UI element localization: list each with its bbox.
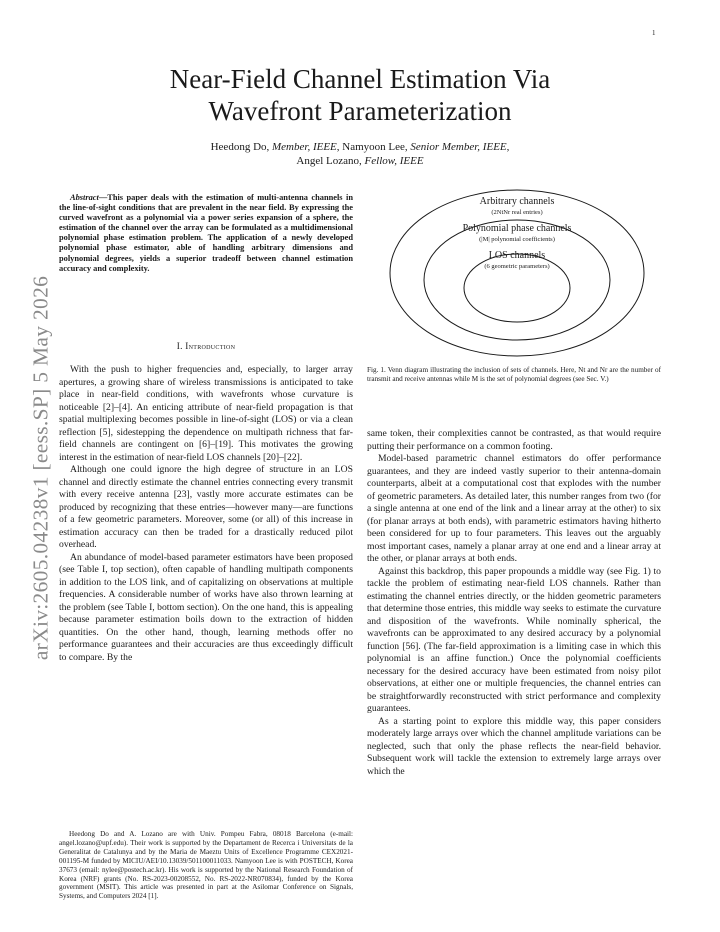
page-number: 1: [652, 29, 656, 37]
abstract-text: —This paper deals with the estimation of multi-antenna channels in the line-of-sight conditions that are prevalent in the near field. By expressing the curved wavefront as a polynomial via a power series expansion of a sphere, the estimation of the channel over the array can be formulated as a multidimensional polynomial phase estimation problem. The application of a newly developed polynomial phase estimator, able of handling arbitrary dimensions and polynomial degrees, yields a superior tradeoff between channel estimation accuracy and complexity.: [59, 193, 353, 273]
paragraph: Model-based parametric channel estimators do offer performance guarantees, and they are indeed vastly superior to their antenna-domain counterparts, albeit at a computational cost that explodes with the number of geometric parameters. As detailed later, this number ranges from two (for a single antenna at one end of the link and a linear array at the other) to six (for planar arrays at both ends), with parametric estimators having hitherto been considered for up to four parameters. This leaves out the arguably most important cases, namely a planar array at one end and a linear array at the other, or planar arrays at both ends.: [367, 453, 661, 564]
paragraph: With the push to higher frequencies and, especially, to larger array apertures, a growing share of wireless transmissions is anticipated to take place in near-field conditions, with wavefronts whose curvature is noticeable [2]–[4]. An enticing attribute of near-field propagation is that spatial multiplexing becomes possible in line-of-sight (LOS) or via a clean reflection [5], sidestepping the dependence on multipath richness that far-field channels are contingent on [6]–[19]. This motivates the growing interest in the estimation of near-field LOS channels [20]–[22].: [59, 364, 353, 463]
author-line-1: [60, 140, 660, 154]
left-column: [59, 364, 353, 664]
inner-label: LOS channels: [488, 250, 546, 261]
paragraph: Against this backdrop, this paper propounds a middle way (see Fig. 1) to tackle the problem of estimating near-field LOS channels. Rather than estimating the channel entries directly, or the hidden geometric parameters that determine those entries, this middle way seeks to estimate the curvature and disposition of the wavefronts. While nominally spherical, the wavefronts can be approximated to any desired accuracy by a polynomial function [56]. (The far-field approximation is a limiting case in which this polynomial is an affine function.) Once the polynomial coefficients necessary for the desired accuracy have been estimated from noisy pilot observations, at either one or multiple frequencies, the channel entries can be straightforwardly reconstructed with strict performance and complexity guarantees.: [367, 565, 661, 714]
author-role: Fellow, IEEE: [364, 155, 424, 167]
title-line-1: Near-Field Channel Estimation Via: [169, 64, 551, 94]
paragraph: As a starting point to explore this middle way, this paper considers moderately large arrays over which the channel amplitude variations can be neglected, such that only the phase reflects the near-field behavior. Subsequent work will tackle the extension to extremely large arrays over which the: [367, 715, 661, 777]
figure-caption: Fig. 1. Venn diagram illustrating the inclusion of sets of channels. Here, Nt and Nr are the number of transmit and receive antennas while M is the set of polynomial degrees (see Sec. V.): [367, 366, 661, 383]
inner-sublabel: (6 geometric parameters): [484, 263, 550, 270]
author-list: [60, 140, 660, 168]
paragraph: Although one could ignore the high degree of structure in an LOS channel and directly estimate the channel entries connecting every transmit with every receive antenna [23], vastly more accurate estimates can be produced by recognizing that these entries—however many—are functions of a few geometric parameters. Moreover, some (or all) of this increase in estimation accuracy can then be traded for a drastically reduced pilot overhead.: [59, 464, 353, 550]
author-line-2: [60, 154, 660, 168]
author-role: Member, IEEE: [272, 141, 337, 153]
footnote: Heedong Do and A. Lozano are with Univ. Pompeu Fabra, 08018 Barcelona (e-mail: angel.lozano@upf.edu). Their work is supported by the Departament de Recerca i Universitats de la Generalitat de Catalunya and by the Maria de Maeztu Units of Excellence Programme CEX2021-001195-M funded by MICIU/AEI/10.13039/501100011033. Namyoon Lee is with POSTECH, Korea 37673 (email: nylee@postech.ac.kr). His work is supported by the National Research Foundation of Korea (NRF) grants (No. RS-2023-00208552, No. RS-2022-NR070834), funded by the Korea government (MSIT). This article was presented in part at the Asilomar Conference on Signals, Systems, and Computers 2024 [1].: [59, 830, 353, 901]
outer-label: Arbitrary channels: [479, 196, 555, 207]
right-column: [367, 428, 661, 778]
author-name: Heedong Do,: [210, 141, 270, 153]
section-title: I. Introduction: [176, 341, 236, 351]
abstract: [59, 193, 353, 274]
arxiv-stamp[interactable]: arXiv:2605.04238v1 [eess.SP] 5 May 2026: [28, 275, 53, 661]
venn-diagram: [388, 188, 646, 358]
title-line-2: Wavefront Parameterization: [208, 96, 512, 126]
paragraph: same token, their complexities cannot be contrasted, as that would require putting their performance on a common footing.: [367, 428, 661, 452]
author-role: Senior Member, IEEE,: [410, 141, 510, 153]
middle-label: Polynomial phase channels: [462, 223, 572, 234]
outer-sublabel: (2NtNr real entries): [491, 209, 543, 216]
paper-title: [60, 63, 660, 127]
paragraph: An abundance of model-based parameter estimators have been proposed (see Table I, top section), often capable of handling multipath components in addition to the LOS link, and of capitalizing on observations at multiple frequencies. A considerable number of works have also thrown learning at the problem (see Table I, bottom section). On the one hand, this is appealing because parameter estimation boils down to the extraction of hidden quantities. On the other hand, though, learning methods offer no performance guarantees and their accuracies are thus exceedingly difficult to compare. By the: [59, 551, 353, 663]
abstract-label: Abstract: [70, 193, 99, 202]
middle-sublabel: (|M| polynomial coefficients): [479, 236, 555, 243]
section-heading: [59, 341, 353, 351]
author-name: , Namyoon Lee,: [336, 141, 408, 153]
author-name: Angel Lozano,: [296, 155, 362, 167]
